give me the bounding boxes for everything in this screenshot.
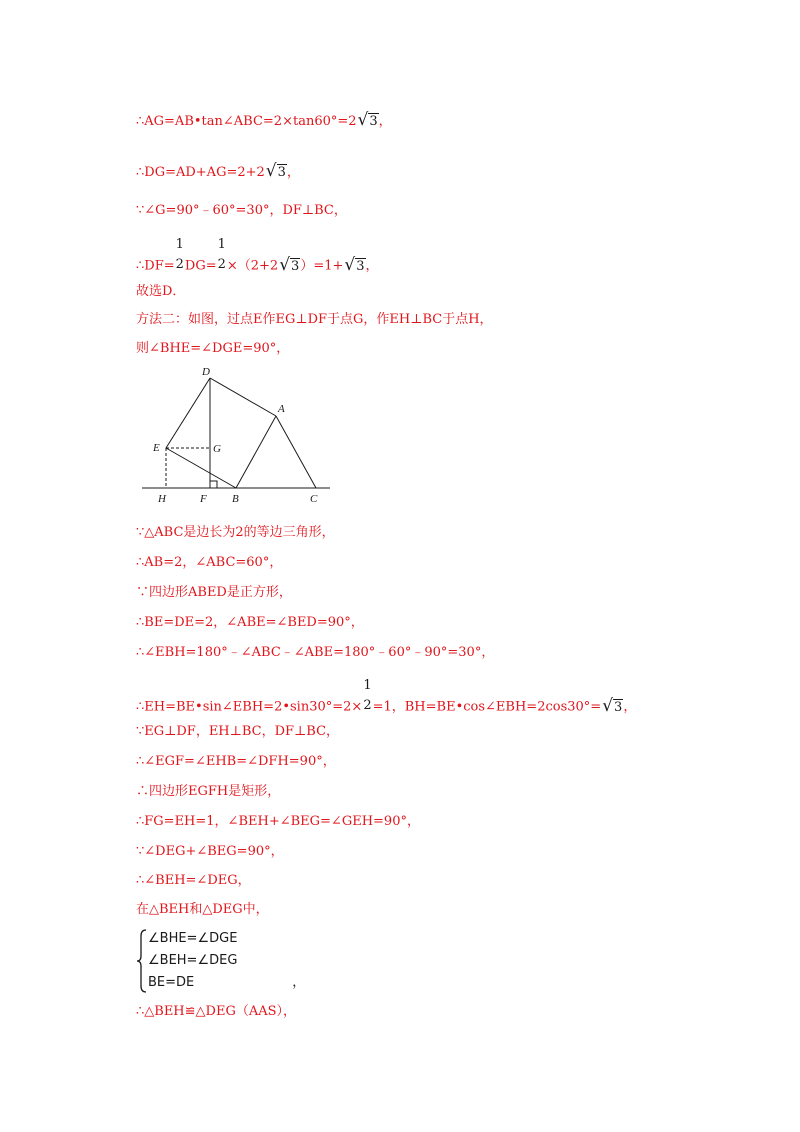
angle-ebh: ∴∠EBH=180°﹣∠ABC﹣∠ABE=180°﹣60°﹣90°=30°，: [136, 645, 495, 660]
label-g: G: [213, 443, 221, 455]
deg-beg: ∵∠DEG+∠BEG=90°，: [136, 844, 284, 859]
segment-ac: [276, 416, 316, 488]
label-e: E: [153, 442, 160, 454]
system-row-2: ∠BEH=∠DEG: [148, 953, 238, 968]
congruence-conclusion: ∴△BEH≌△DEG（AAS），: [136, 1004, 297, 1019]
ab-and-angle: ∴AB=2，∠ABC=60°，: [136, 555, 283, 570]
be-de-angles: ∴BE=DE=2，∠ABE=∠BED=90°，: [136, 615, 364, 630]
segment-da: [210, 378, 276, 416]
label-c: C: [310, 493, 318, 505]
sqrt-3: √3: [279, 254, 300, 275]
sqrt-3: √3: [357, 110, 378, 130]
eh-bh-values: ∴EH=BE•sin∠EBH=2•sin30°=2× 1 2 =1，BH=BE•cos∠EBH=2cos30°=√3，: [136, 693, 636, 721]
label-f: F: [200, 493, 207, 505]
sqrt-3: √3: [344, 254, 365, 275]
fg-eh: ∴FG=EH=1，∠BEH+∠BEG=∠GEH=90°，: [136, 814, 420, 829]
label-d: D: [202, 366, 210, 378]
right-angle-mark: [210, 481, 217, 488]
beh-deg: ∴∠BEH=∠DEG，: [136, 873, 251, 888]
geometry-figure: [140, 360, 340, 514]
method-two: 方法二：如图，过点E作EG⊥DF于点G，作EH⊥BC于点H，: [136, 312, 493, 327]
right-angles-2: ∴∠EGF=∠EHB=∠DFH=90°，: [136, 754, 336, 769]
right-angles: 则∠BHE=∠DGE=90°，: [136, 341, 290, 356]
eq-angle-g: ∵∠G=90°﹣60°=30°，DF⊥BC，: [136, 203, 347, 218]
sqrt-3: √3: [602, 695, 623, 716]
eq-df: ∴DF= 1 2 DG= 1 2 ×（2+2√3）=1+√3，: [136, 252, 379, 280]
sqrt-3: √3: [265, 161, 286, 181]
fraction-half: 1 2: [217, 237, 226, 272]
brace-icon: [136, 928, 148, 994]
system-row-3: BE=DE ，: [148, 975, 306, 990]
given-square: ∵四边形ABED是正方形，: [136, 585, 292, 600]
segment-de: [166, 378, 210, 448]
system-row-1: ∠BHE=∠DGE: [148, 931, 238, 946]
perpendiculars: ∵EG⊥DF，EH⊥BC，DF⊥BC，: [136, 724, 340, 739]
fraction-half: 1 2: [175, 237, 184, 272]
answer-choice: 故选D．: [136, 284, 186, 299]
eq-ag: ∴AG=AB•tan∠ABC=2×tan60°=2√3，: [136, 110, 392, 130]
segment-eb: [166, 448, 236, 488]
given-equilateral: ∵△ABC是边长为2的等边三角形，: [136, 525, 335, 540]
label-b: B: [232, 493, 239, 505]
rectangle-egfh: ∴四边形EGFH是矩形，: [136, 784, 281, 799]
fraction-half: 1 2: [363, 678, 372, 713]
in-triangles: 在△BEH和△DEG中，: [136, 902, 269, 917]
segment-ab: [236, 416, 276, 488]
eq-dg: ∴DG=AD+AG=2+2√3，: [136, 161, 300, 181]
label-a: A: [278, 403, 285, 415]
label-h: H: [158, 493, 166, 505]
